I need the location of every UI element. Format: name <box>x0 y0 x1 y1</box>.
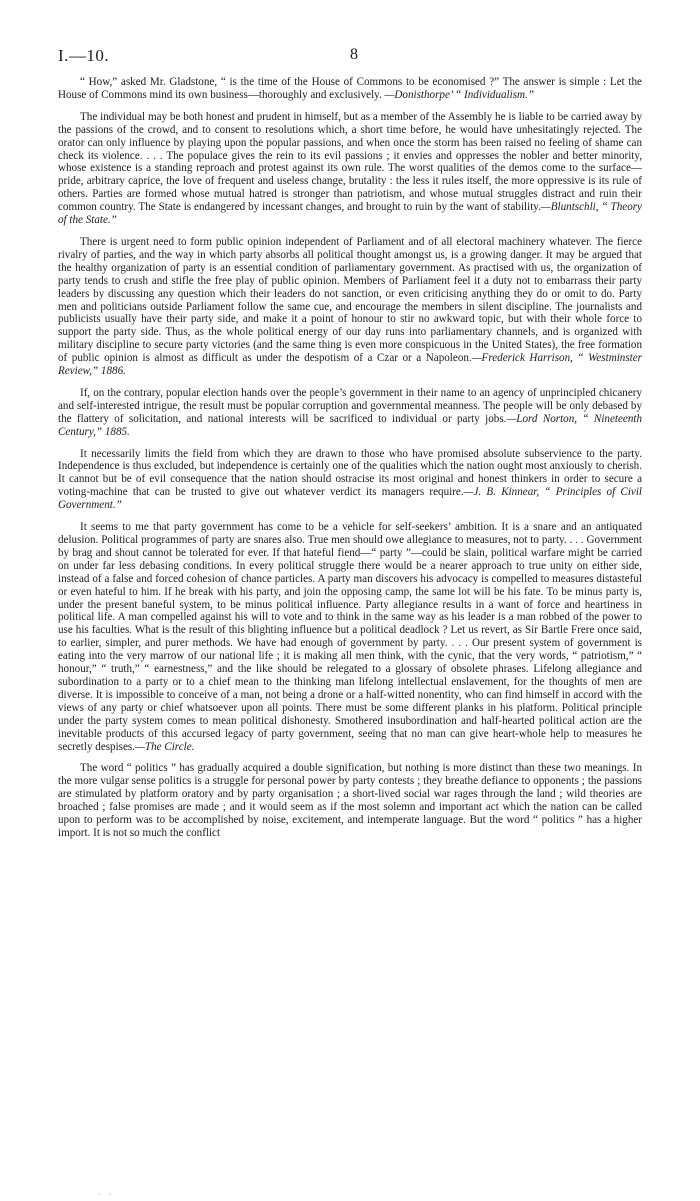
quote-text: The individual may be both honest and prudent in himself, but as a member of the Assembly he is liable to be carried away by the passions of the crowd, and to consent to resolutions which, a short time before, he would have unhesitatingly rejected. The orator can only influence by playing upon the popular passions, and when once the storm has been raised no feeling of shame can check its violence. . . . The populace gives the rein to its evil passions ; it envies and oppresses the nobler and better minority, whose existence is a standing reproach and protest against its own rule. The worst qualities of the demos come to the surface—pride, arbitrary caprice, the love of frequent and useless change, brutality : the less it rules itself, the more oppressive is its rule of others. Parties are formed whose mutual hatred is stronger than patriotism, and whose mutual struggles distract and ruin their common country. The State is endangered by incessant changes, and brought to ruin by the want of stability. <box>58 110 642 214</box>
quote-text: There is urgent need to form public opinion independent of Parliament and of all electoral machinery whatever. The fierce rivalry of parties, and the way in which party absorbs all political thought amongst us, is a growing danger. It may be argued that the healthy organization of party is an essential condition of parliamentary government. As practised with us, the organization of party tends to crush and stifle the free play of public opinion. Members of Parliament feel it a duty not to embarrass their party leaders by discussing any question which their leaders do not sanction, or even criticising anything they do or omit to do. Party men and politicians outside Parliament follow the same cue, and encourage the members in silent discipline. The journalists and publicists usually have their party side, and make it a point of honour to stir no awkward topic, but with their whole force to support the party side. Thus, as the whole political energy of our day runs into parliamentary channels, and is organized with military discipline to secure party victories (and the same thing is even more conspicuous in the United States), the free formation of public opinion is almost as difficult as under the despotism of a Czar or a Napoleon. <box>58 235 642 365</box>
paragraph-gladstone <box>58 76 642 102</box>
quote-source: —The Circle. <box>135 740 195 753</box>
page-header <box>58 46 642 72</box>
quote-text: It necessarily limits the field from which they are drawn to those who have promised absolute subservience to the party. Independence is thus excluded, but independence is certainly one of the qualities which the nation ought most anxiously to cherish. It cannot but be of evil consequence that the nation should ostracise its most original and honest thinkers in order to secure a voting-machine that can be trusted to give out whatever verdict its managers require. <box>58 447 642 499</box>
paragraph-bluntschli <box>58 111 642 227</box>
paragraph-norton <box>58 387 642 439</box>
quote-source: —Donisthorpe’ “ Individualism.” <box>384 88 534 101</box>
document-body <box>58 76 642 840</box>
quote-source: —Bluntschli, “ Theory of the State.” <box>58 201 642 227</box>
quote-source: —J. B. Kinnear, “ Principles of Civil Government.” <box>58 486 642 512</box>
quote-source: —Lord Norton, “ Nineteenth Century,” 1885. <box>58 412 642 438</box>
quote-text: If, on the contrary, popular election hands over the people’s government in their name to an agency of unprincipled chicanery and self-interested intrigue, the result must be popular corruption and governmental meanness. The people will be only debased by the flattery of solicitation, and national interests will be sacrificed to individual or party jobs. <box>58 386 642 425</box>
quote-source: —Frederick Harrison, “ Westminster Review,” 1886. <box>58 352 642 378</box>
quote-text: It seems to me that party government has come to be a vehicle for self-seekers’ ambition. It is a snare and an antiquated delusion. Political programmes of party are snares also. True men should owe allegiance to measures, not to party. . . . Government by brag and shout cannot be tolerated for ever. If that hateful fiend—“ party ”—could be slain, political warfare might be carried on under far less debasing conditions. In every political struggle there would be a nearer approach to true unity on either side, instead of a false and forced cohesion of chance particles. A party man discovers his advocacy is compelled to measures distasteful or even hateful to him. If he break with his party, and join the opposing camp, the same lot will be his fate. To be minus party is, under the present baneful system, to be minus political influence. Party allegiance results in a want of force and heartiness in political life. A man compelled against his will to vote and to think in the same way as his leader is a man robbed of the power to use his faculties. What is the result of this blighting influence but a political deadlock ? Let us revert, as Sir Bartle Frere once said, to earlier, simpler, and purer methods. We have had enough of government by party. . . . Our present system of government is eating into the very marrow of our national life ; it is making all men think, with the cynic, that the very words, “ patriotism,” “ honour,” “ truth,” “ earnestness,” and the like should be relegated to a glossary of obsolete phrases. Lifelong allegiance and subordination to a party or to a chief mean to the thinking man lifelong intellectual enslavement, for the thoughts of men are diverse. It is impossible to conceive of a man, not being a drone or a half-witted nonentity, who can find himself in accord with the views of any party or chief whatsoever upon all points. There must be some different planks in his platform. Political principle under the party system comes to mean political dishonesty. Smothered insubordination and half-hearted political action are the inevitable products of this accursed legacy of party government, seeing that no man can give heart-whole help to measures he secretly despises. <box>58 521 642 753</box>
quote-text: The word “ politics ” has gradually acquired a double signification, but nothing is more distinct than these two meanings. In the more vulgar sense politics is a struggle for personal power by party contests ; they breathe defiance to opponents ; the passions are stimulated by platform oratory and by party organisation ; a short-lived social war rages through the land ; wild theories are broached ; false promises are made ; and it would seem as if the most solemn and important act which the nation can be called upon to perform was to be accomplished by noise, excitement, and intemperate language. But the word “ politics ” has a higher import. It is not so much the conflict <box>58 762 642 839</box>
paragraph-circle <box>58 521 642 753</box>
paragraph-kinnear <box>58 448 642 513</box>
paragraph-politics <box>58 762 642 839</box>
paragraph-harrison <box>58 236 642 378</box>
page-number: 8 <box>350 46 358 63</box>
printer-mark: · · <box>98 1190 115 1199</box>
quote-text: “ How,” asked Mr. Gladstone, “ is the time of the House of Commons to be economised ?” The answer is simple : Let the House of Commons mind its own business—thoroughly and exclusively. <box>58 76 642 101</box>
document-reference: I.—10. <box>58 46 110 65</box>
